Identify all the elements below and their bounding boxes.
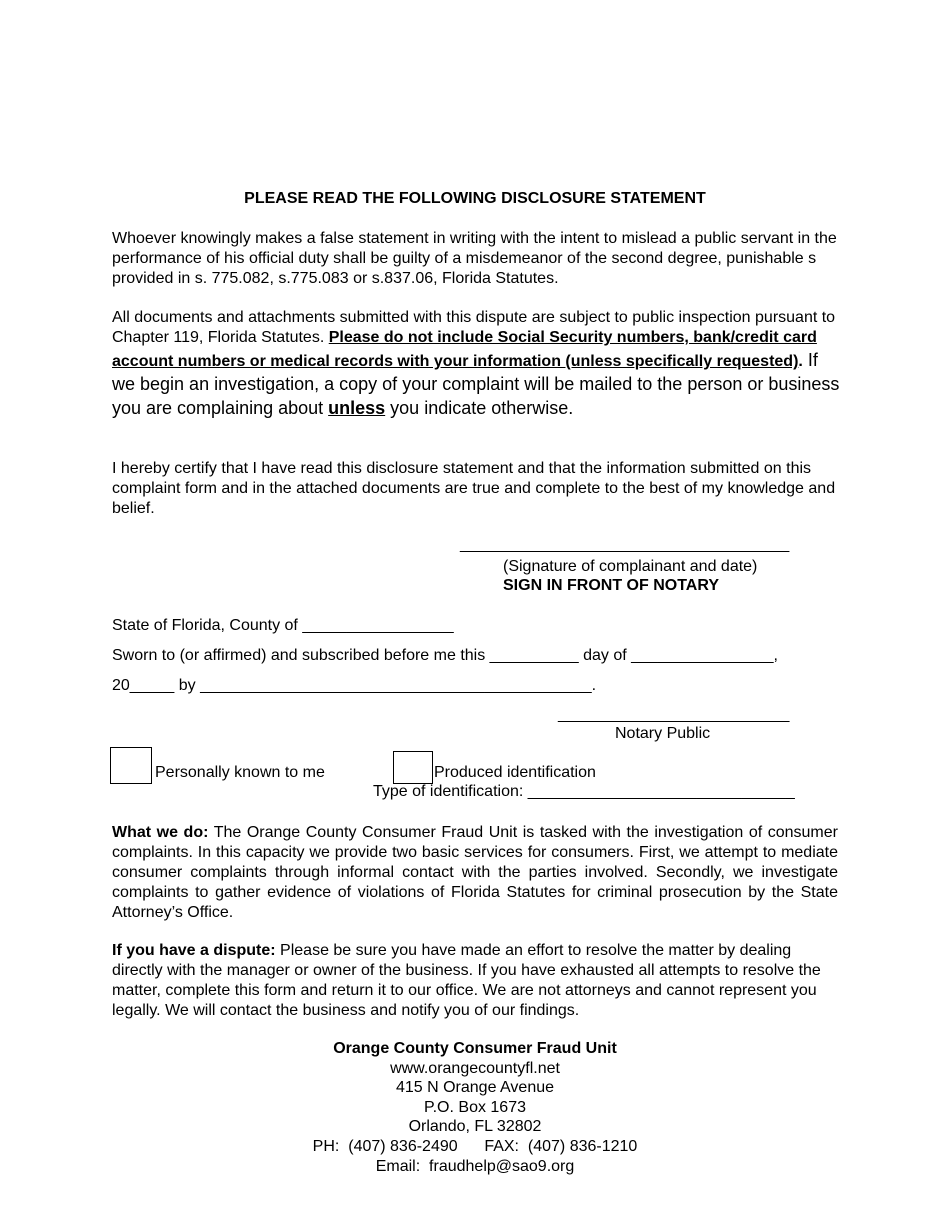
produced-id-label: Produced identification [434,764,596,781]
phone-fax: PH: (407) 836-2490 FAX: (407) 836-1210 [312,1137,638,1155]
website-link[interactable]: www.orangecountyfl.net [390,1059,560,1077]
signature-caption: (Signature of complainant and date) [503,558,758,575]
unless-emphasis: unless [328,398,386,418]
street-address: 415 N Orange Avenue [395,1079,555,1097]
privacy-warning-period: . [798,353,803,370]
org-name: Orange County Consumer Fraud Unit [333,1040,617,1057]
dispute-label: If you have a dispute: [112,942,276,959]
what-we-do-label: What we do: [112,824,209,841]
dispute-text: Please be sure you have made an effort to resolve the matter by dealing directly with the manager or owner of the business. If you have exhausted all attempts to resolve the matter, complete this form and return it to our office. We are not attorneys and cannot represent you legally. We will contact the business and notify you of our findings. [112,942,821,1019]
page-title: PLEASE READ THE FOLLOWING DISCLOSURE STATEMENT [244,190,706,207]
investigation-text: If we begin an investigation, a copy of your complaint will be mailed to the person or business you are complaining about [112,350,840,418]
public-records-text: All documents and attachments submitted with this dispute are subject to public inspection pursuant to Chapter 119, Florida Statutes. [112,309,836,346]
year-by-field: 20_____ by ____________________________________________. [112,677,597,694]
dispute-paragraph [112,941,842,1021]
produced-id-checkbox[interactable] [393,751,433,784]
public-records-paragraph [112,308,840,420]
certification-paragraph: I hereby certify that I have read this disclosure statement and that the information submitted on this complaint form and in the attached documents are true and complete to the best of my knowledge and belief. [112,460,836,517]
notary-public-label: Notary Public [615,725,711,742]
sworn-statement: Sworn to (or affirmed) and subscribed before me this __________ day of ________________, [112,647,778,664]
signature-line: _____________________________________ [460,536,790,553]
what-we-do-text: The Orange County Consumer Fraud Unit is tasked with the investigation of consumer complaints. In this capacity we provide two basic services for consumers. First, we attempt to mediate consumer complaints through informal contact with the parties involved. Secondly, we investigate complaints to gather evidence of violations of Florida Statutes for criminal prosecution by the State Attorney’s Office. [112,824,838,921]
false-statement-paragraph: Whoever knowingly makes a false statement in writing with the intent to mislead a public servant in the performance of his official duty shall be guilty of a misdemeanor of the second degree, punishable s provided in s. 775.082, s.775.083 or s.837.06, Florida Statutes. [112,230,837,287]
email-address[interactable]: Email: fraudhelp@sao9.org [375,1157,575,1175]
po-box: P.O. Box 1673 [424,1098,526,1116]
notary-signature-line: __________________________ [558,706,790,723]
personally-known-label: Personally known to me [155,764,325,781]
privacy-warning: Please do not include Social Security numbers, bank/credit card account numbers or medical records with your information (unless specifically requested) [112,329,817,370]
what-we-do-paragraph [112,823,838,923]
id-type-field: Type of identification: ______________________________ [373,783,795,800]
personally-known-checkbox[interactable] [110,747,152,784]
county-field: State of Florida, County of _________________ [112,617,454,634]
contact-block [0,1039,950,1176]
city-state-zip: Orlando, FL 32802 [408,1118,542,1136]
sign-notary-notice: SIGN IN FRONT OF NOTARY [503,577,719,594]
investigation-text-end: you indicate otherwise. [385,398,574,418]
